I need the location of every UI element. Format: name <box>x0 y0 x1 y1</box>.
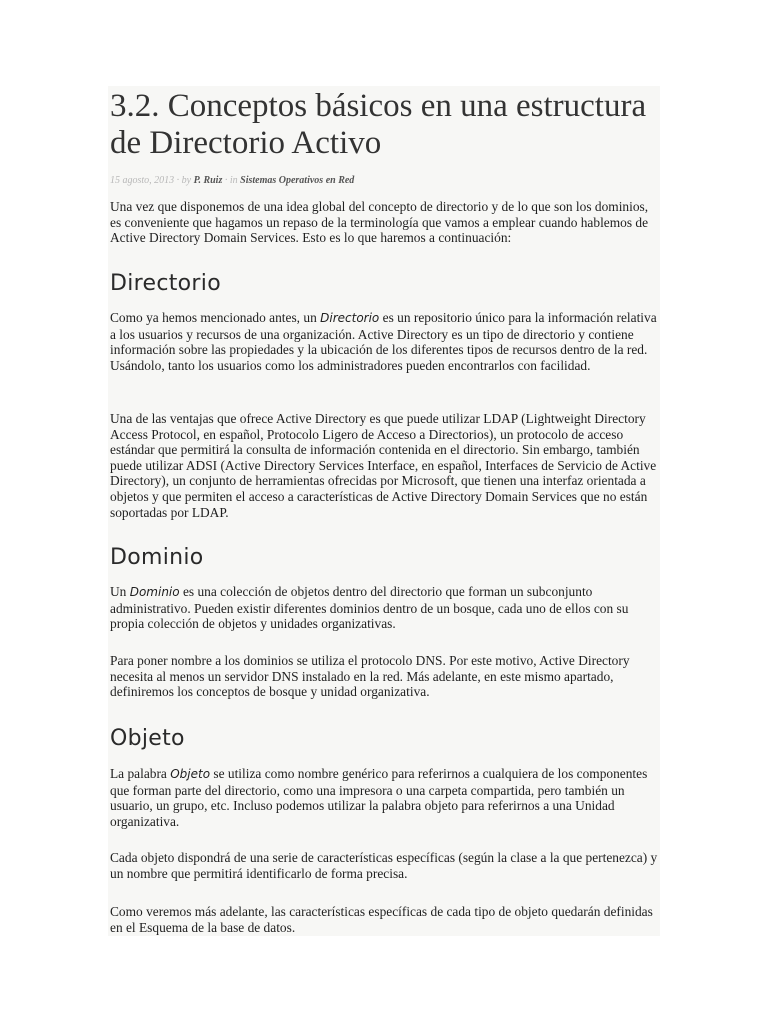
term-directorio: Directorio <box>320 311 380 325</box>
directorio-paragraph-1 <box>110 310 660 373</box>
directorio-paragraph-2: Una de las ventajas que ofrece Active Directory es que puede utilizar LDAP (Lightweight Directory Access Protocol, en español, Protocolo Ligero de Acceso a Directorios), un protocolo de acceso estándar que permitirá la consulta de información contenida en el directorio. Sin embargo, también puede utilizar ADSI (Active Directory Services Interface, en español, Interfaces de Servicio de Active Directory), un conjunto de herramientas ofrecidas por Microsoft, que tienen una interfaz orientada a objetos y que permiten el acceso a características de Active Directory Domain Services que no están soportadas por LDAP. <box>110 411 657 520</box>
heading-dominio: Dominio <box>110 545 204 570</box>
intro-paragraph: Una vez que disponemos de una idea global del concepto de directorio y de lo que son los dominios, es conveniente que hagamos un repaso de la terminología que vamos a emplear cuando hablemos de Active Directory Domain Services. Esto es lo que haremos a continuación: <box>110 199 649 246</box>
article-page <box>108 86 660 936</box>
objeto-paragraph-3: Como veremos más adelante, las características específicas de cada tipo de objeto quedarán definidas en el Esquema de la base de datos. <box>110 904 653 935</box>
post-date: 15 agosto, 2013 <box>110 175 175 186</box>
objeto-text-rest: se utiliza como nombre genérico para referirnos a cualquiera de los componentes que forman parte del directorio, como una impresora o una carpeta compartida, pero también un usuario, un grupo, etc. Incluso podemos utilizar la palabra objeto para referirnos a una Unidad organizativa. <box>110 766 648 829</box>
objeto-paragraph-1 <box>110 766 660 829</box>
directorio-text-rest: es un repositorio único para la información relativa a los usuarios y recursos de una organización. Active Directory es un tipo de directorio y contiene información sobre las propiedades y la ubicación de los diferentes tipos de recursos dentro de la red. Usándolo, tanto los usuarios como los administradores pueden encontrarlos con facilidad. <box>110 310 657 373</box>
dominio-paragraph-1 <box>110 584 660 632</box>
heading-directorio: Directorio <box>110 271 221 296</box>
post-meta <box>110 175 354 187</box>
term-dominio: Dominio <box>129 585 180 599</box>
term-objeto: Objeto <box>170 767 211 781</box>
meta-separator-in: · in <box>222 175 241 186</box>
post-category-link[interactable]: Sistemas Operativos en Red <box>240 175 355 186</box>
directorio-text-start: Como ya hemos mencionado antes, un <box>110 310 321 325</box>
dominio-paragraph-2: Para poner nombre a los dominios se utiliza el protocolo DNS. Por este motivo, Active Directory necesita al menos un servidor DNS instalado en la red. Más adelante, en este mismo apartado, definiremos los conceptos de bosque y unidad organizativa. <box>110 653 630 700</box>
heading-objeto: Objeto <box>110 726 185 751</box>
dominio-text-rest: es una colección de objetos dentro del directorio que forman un subconjunto administrativo. Pueden existir diferentes dominios dentro de un bosque, cada uno de ellos con su propia colección de objetos y unidades organizativas. <box>110 584 629 632</box>
objeto-text-start: La palabra <box>110 766 171 781</box>
post-author-link[interactable]: P. Ruiz <box>193 175 223 186</box>
meta-separator-by: · by <box>174 175 194 186</box>
objeto-paragraph-2: Cada objeto dispondrá de una serie de características específicas (según la clase a la que pertenezca) y un nombre que permitirá identificarlo de forma precisa. <box>110 850 658 881</box>
page-title: 3.2. Conceptos básicos en una estructura de Directorio Activo <box>110 88 647 161</box>
dominio-text-start: Un <box>110 584 130 599</box>
